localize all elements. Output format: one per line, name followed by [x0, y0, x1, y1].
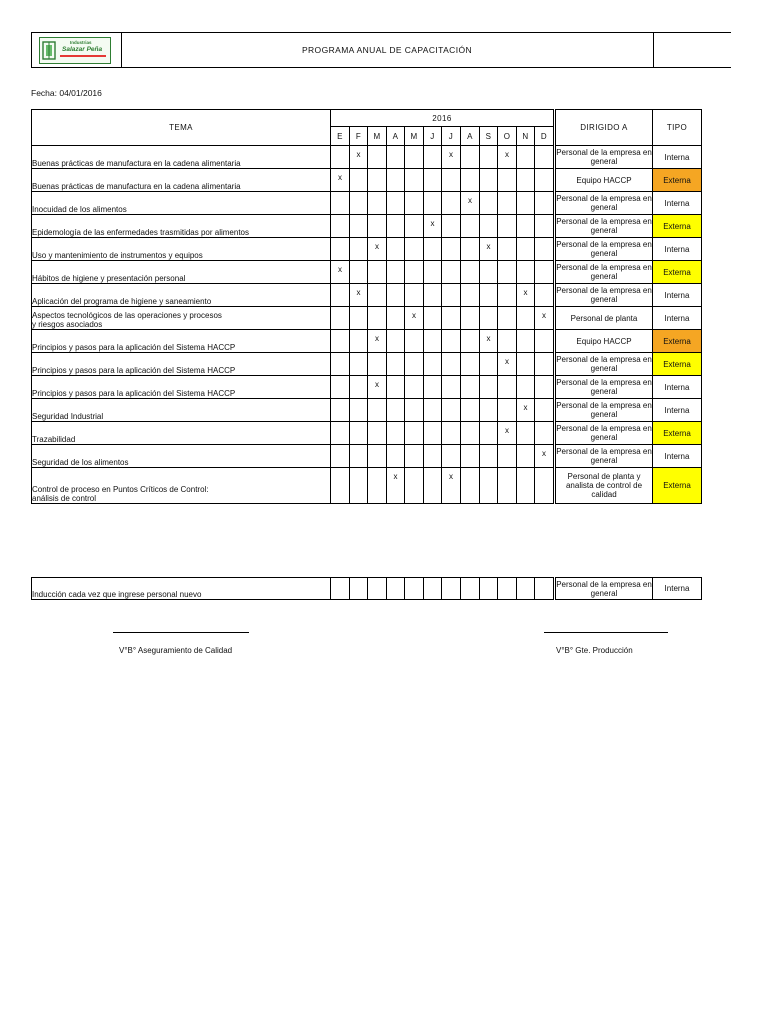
- page-title: PROGRAMA ANUAL DE CAPACITACIÓN: [121, 33, 654, 67]
- month-mark-cell: [535, 238, 554, 261]
- type-cell: Interna: [653, 399, 702, 422]
- month-mark-cell: [387, 399, 405, 422]
- month-mark-cell: [331, 445, 350, 468]
- month-mark-cell: [405, 353, 424, 376]
- month-mark-cell: x: [368, 330, 387, 353]
- month-mark-cell: [461, 146, 480, 169]
- month-header-10: O: [498, 127, 517, 146]
- month-mark-cell: [517, 330, 535, 353]
- month-mark-cell: [424, 578, 442, 600]
- month-mark-cell: [424, 445, 442, 468]
- month-mark-cell: [517, 192, 535, 215]
- column-header-dirigido: DIRIGIDO A: [556, 110, 653, 146]
- month-mark-cell: [461, 330, 480, 353]
- month-mark-cell: x: [535, 307, 554, 330]
- audience-cell: Personal de la empresa en general: [556, 353, 653, 376]
- topic-cell: Principios y pasos para la aplicación del Sistema HACCP: [32, 376, 331, 399]
- table-row: [32, 261, 702, 284]
- month-mark-cell: [480, 376, 498, 399]
- topic-cell: Principios y pasos para la aplicación del Sistema HACCP: [32, 330, 331, 353]
- month-mark-cell: [498, 376, 517, 399]
- month-mark-cell: [331, 422, 350, 445]
- month-mark-cell: [442, 261, 461, 284]
- month-mark-cell: [442, 399, 461, 422]
- table-row: [32, 353, 702, 376]
- month-mark-cell: [535, 215, 554, 238]
- logo-mark-icon: [42, 40, 56, 61]
- column-header-year: 2016: [331, 110, 554, 127]
- month-mark-cell: [461, 307, 480, 330]
- month-mark-cell: [461, 578, 480, 600]
- month-mark-cell: [461, 445, 480, 468]
- column-header-tema: TEMA: [32, 110, 331, 146]
- topic-cell: Buenas prácticas de manufactura en la cadena alimentaria: [32, 146, 331, 169]
- month-mark-cell: [461, 376, 480, 399]
- type-cell: Externa: [653, 422, 702, 445]
- month-mark-cell: x: [517, 284, 535, 307]
- month-mark-cell: [498, 445, 517, 468]
- signature-line-production: [544, 632, 668, 633]
- month-mark-cell: [498, 238, 517, 261]
- month-mark-cell: x: [535, 445, 554, 468]
- month-mark-cell: [424, 284, 442, 307]
- month-mark-cell: [405, 238, 424, 261]
- month-mark-cell: x: [350, 146, 368, 169]
- month-mark-cell: [368, 146, 387, 169]
- month-mark-cell: [498, 330, 517, 353]
- month-mark-cell: [368, 578, 387, 600]
- month-mark-cell: [387, 146, 405, 169]
- audience-cell: Personal de planta y analista de control de calidad: [556, 468, 653, 504]
- month-mark-cell: [387, 330, 405, 353]
- audience-cell: Personal de la empresa en general: [556, 284, 653, 307]
- month-mark-cell: [405, 468, 424, 504]
- month-mark-cell: x: [368, 238, 387, 261]
- month-mark-cell: [461, 399, 480, 422]
- induction-table: [31, 577, 702, 600]
- month-mark-cell: [424, 376, 442, 399]
- month-header-12: D: [535, 127, 554, 146]
- type-cell: Interna: [653, 284, 702, 307]
- topic-cell: Buenas prácticas de manufactura en la cadena alimentaria: [32, 169, 331, 192]
- month-mark-cell: [387, 445, 405, 468]
- month-mark-cell: [350, 376, 368, 399]
- month-mark-cell: x: [480, 330, 498, 353]
- month-mark-cell: [350, 399, 368, 422]
- month-mark-cell: [387, 261, 405, 284]
- month-mark-cell: [480, 445, 498, 468]
- month-header-4: A: [387, 127, 405, 146]
- type-cell: Interna: [653, 192, 702, 215]
- month-mark-cell: [387, 376, 405, 399]
- topic-cell: Seguridad de los alimentos: [32, 445, 331, 468]
- month-mark-cell: x: [424, 215, 442, 238]
- logo-underline: [60, 55, 106, 57]
- month-mark-cell: [480, 261, 498, 284]
- month-mark-cell: [498, 307, 517, 330]
- topic-cell: Principios y pasos para la aplicación del Sistema HACCP: [32, 353, 331, 376]
- type-cell: Interna: [653, 146, 702, 169]
- month-mark-cell: [461, 422, 480, 445]
- month-mark-cell: x: [387, 468, 405, 504]
- month-mark-cell: [498, 284, 517, 307]
- table-row: [32, 445, 702, 468]
- month-mark-cell: [498, 215, 517, 238]
- month-mark-cell: [535, 422, 554, 445]
- month-mark-cell: [331, 215, 350, 238]
- month-mark-cell: [535, 376, 554, 399]
- month-mark-cell: [368, 422, 387, 445]
- month-mark-cell: [405, 169, 424, 192]
- month-mark-cell: [442, 353, 461, 376]
- audience-cell: Equipo HACCP: [556, 169, 653, 192]
- month-mark-cell: [368, 307, 387, 330]
- topic-cell: Inducción cada vez que ingrese personal nuevo: [32, 578, 331, 600]
- month-mark-cell: [461, 261, 480, 284]
- month-mark-cell: [331, 146, 350, 169]
- type-cell: Interna: [653, 578, 702, 600]
- month-mark-cell: [424, 399, 442, 422]
- month-mark-cell: [331, 399, 350, 422]
- type-cell: Externa: [653, 261, 702, 284]
- table-row: [32, 376, 702, 399]
- topic-cell: Seguridad Industrial: [32, 399, 331, 422]
- month-mark-cell: [368, 261, 387, 284]
- month-mark-cell: [405, 215, 424, 238]
- month-mark-cell: [424, 307, 442, 330]
- month-mark-cell: [350, 238, 368, 261]
- type-cell: Interna: [653, 307, 702, 330]
- month-mark-cell: [387, 284, 405, 307]
- month-mark-cell: [517, 146, 535, 169]
- month-mark-cell: x: [442, 146, 461, 169]
- month-mark-cell: [405, 330, 424, 353]
- month-mark-cell: x: [331, 169, 350, 192]
- month-mark-cell: x: [405, 307, 424, 330]
- month-mark-cell: [368, 169, 387, 192]
- topic-cell: Hábitos de higiene y presentación personal: [32, 261, 331, 284]
- month-mark-cell: [517, 578, 535, 600]
- month-mark-cell: [498, 578, 517, 600]
- month-mark-cell: [387, 422, 405, 445]
- month-header-7: J: [442, 127, 461, 146]
- audience-cell: Equipo HACCP: [556, 330, 653, 353]
- month-mark-cell: [424, 192, 442, 215]
- signature-line-quality: [113, 632, 249, 633]
- month-mark-cell: [424, 169, 442, 192]
- table-row: [32, 215, 702, 238]
- month-mark-cell: x: [498, 422, 517, 445]
- month-mark-cell: [405, 284, 424, 307]
- month-mark-cell: [442, 445, 461, 468]
- month-mark-cell: [535, 468, 554, 504]
- type-cell: Externa: [653, 353, 702, 376]
- month-mark-cell: [405, 445, 424, 468]
- month-mark-cell: [350, 353, 368, 376]
- month-mark-cell: [368, 192, 387, 215]
- logo-top-text: Industrias: [70, 40, 92, 45]
- month-mark-cell: x: [498, 353, 517, 376]
- month-mark-cell: [331, 192, 350, 215]
- month-mark-cell: [498, 399, 517, 422]
- month-mark-cell: [368, 399, 387, 422]
- table-row: [32, 192, 702, 215]
- month-mark-cell: [517, 422, 535, 445]
- month-header-8: A: [461, 127, 480, 146]
- month-mark-cell: [535, 330, 554, 353]
- type-cell: Interna: [653, 238, 702, 261]
- document-date: Fecha: 04/01/2016: [31, 88, 102, 98]
- table-row: [32, 399, 702, 422]
- audience-cell: Personal de la empresa en general: [556, 376, 653, 399]
- month-mark-cell: x: [498, 146, 517, 169]
- month-mark-cell: [331, 578, 350, 600]
- month-mark-cell: [480, 422, 498, 445]
- table-row: [32, 468, 702, 504]
- month-mark-cell: [387, 169, 405, 192]
- audience-cell: Personal de la empresa en general: [556, 192, 653, 215]
- month-mark-cell: [480, 146, 498, 169]
- month-mark-cell: [535, 399, 554, 422]
- month-mark-cell: [442, 215, 461, 238]
- month-mark-cell: x: [480, 238, 498, 261]
- month-header-1: E: [331, 127, 350, 146]
- month-mark-cell: [350, 307, 368, 330]
- month-mark-cell: [368, 468, 387, 504]
- type-cell: Externa: [653, 468, 702, 504]
- month-mark-cell: [517, 169, 535, 192]
- audience-cell: Personal de la empresa en general: [556, 422, 653, 445]
- month-mark-cell: [424, 261, 442, 284]
- audience-cell: Personal de la empresa en general: [556, 261, 653, 284]
- topic-cell: Control de proceso en Puntos Críticos de Control: análisis de control: [32, 468, 331, 504]
- month-mark-cell: [350, 330, 368, 353]
- column-header-tipo: TIPO: [653, 110, 702, 146]
- type-cell: Externa: [653, 215, 702, 238]
- table-row: [32, 238, 702, 261]
- month-mark-cell: [331, 376, 350, 399]
- month-mark-cell: x: [442, 468, 461, 504]
- audience-cell: Personal de la empresa en general: [556, 238, 653, 261]
- table-row: [32, 146, 702, 169]
- topic-cell: Epidemología de las enfermedades trasmitidas por alimentos: [32, 215, 331, 238]
- month-mark-cell: [442, 376, 461, 399]
- month-mark-cell: [480, 169, 498, 192]
- month-mark-cell: [405, 261, 424, 284]
- table-row: [32, 284, 702, 307]
- month-mark-cell: [535, 169, 554, 192]
- month-mark-cell: [517, 307, 535, 330]
- month-mark-cell: [535, 261, 554, 284]
- month-mark-cell: [517, 215, 535, 238]
- month-mark-cell: [498, 468, 517, 504]
- month-mark-cell: [368, 445, 387, 468]
- topic-cell: Aspectos tecnológicos de las operaciones y procesos y riesgos asociados: [32, 307, 331, 330]
- month-mark-cell: [350, 169, 368, 192]
- month-mark-cell: [387, 353, 405, 376]
- logo-cell: [32, 33, 122, 67]
- month-mark-cell: x: [350, 284, 368, 307]
- month-mark-cell: [424, 422, 442, 445]
- month-mark-cell: [405, 422, 424, 445]
- month-mark-cell: [331, 307, 350, 330]
- month-mark-cell: [498, 261, 517, 284]
- month-mark-cell: [368, 215, 387, 238]
- audience-cell: Personal de planta: [556, 307, 653, 330]
- topic-cell: Uso y mantenimiento de instrumentos y equipos: [32, 238, 331, 261]
- month-mark-cell: [350, 468, 368, 504]
- month-mark-cell: [461, 353, 480, 376]
- month-header-5: M: [405, 127, 424, 146]
- month-mark-cell: [535, 578, 554, 600]
- month-mark-cell: [480, 353, 498, 376]
- month-mark-cell: [424, 353, 442, 376]
- month-mark-cell: [442, 330, 461, 353]
- month-mark-cell: x: [331, 261, 350, 284]
- logo-name-text: Salazar Peña: [62, 46, 103, 53]
- document-header: [31, 32, 731, 68]
- month-mark-cell: x: [517, 399, 535, 422]
- month-mark-cell: [350, 422, 368, 445]
- table-row: [32, 330, 702, 353]
- month-mark-cell: [535, 192, 554, 215]
- month-mark-cell: [480, 215, 498, 238]
- type-cell: Externa: [653, 330, 702, 353]
- month-mark-cell: [461, 238, 480, 261]
- month-mark-cell: [442, 238, 461, 261]
- month-header-3: M: [368, 127, 387, 146]
- month-mark-cell: [387, 307, 405, 330]
- month-mark-cell: [424, 468, 442, 504]
- audience-cell: Personal de la empresa en general: [556, 215, 653, 238]
- month-header-6: J: [424, 127, 442, 146]
- month-mark-cell: [350, 192, 368, 215]
- type-cell: Interna: [653, 445, 702, 468]
- month-mark-cell: [535, 284, 554, 307]
- signature-label-production: V°B° Gte. Producción: [556, 646, 633, 655]
- month-mark-cell: [387, 192, 405, 215]
- month-mark-cell: [442, 284, 461, 307]
- month-mark-cell: [350, 261, 368, 284]
- month-mark-cell: [480, 468, 498, 504]
- month-mark-cell: [517, 353, 535, 376]
- month-mark-cell: [331, 238, 350, 261]
- month-mark-cell: [498, 192, 517, 215]
- month-mark-cell: [387, 578, 405, 600]
- topic-cell: Aplicación del programa de higiene y saneamiento: [32, 284, 331, 307]
- month-mark-cell: [350, 578, 368, 600]
- month-mark-cell: [424, 330, 442, 353]
- month-mark-cell: [480, 192, 498, 215]
- type-cell: Externa: [653, 169, 702, 192]
- training-schedule-table: [31, 109, 702, 504]
- month-header-11: N: [517, 127, 535, 146]
- company-logo: [39, 37, 111, 64]
- month-mark-cell: [517, 261, 535, 284]
- audience-cell: Personal de la empresa en general: [556, 445, 653, 468]
- table-row: [32, 422, 702, 445]
- month-mark-cell: [331, 468, 350, 504]
- month-mark-cell: [368, 353, 387, 376]
- month-mark-cell: [461, 215, 480, 238]
- table-row: [32, 578, 702, 600]
- month-mark-cell: [480, 307, 498, 330]
- type-cell: Interna: [653, 376, 702, 399]
- month-mark-cell: [498, 169, 517, 192]
- month-header-2: F: [350, 127, 368, 146]
- month-mark-cell: [405, 578, 424, 600]
- month-mark-cell: [480, 399, 498, 422]
- month-header-9: S: [480, 127, 498, 146]
- month-mark-cell: [405, 376, 424, 399]
- audience-cell: Personal de la empresa en general: [556, 146, 653, 169]
- audience-cell: Personal de la empresa en general: [556, 579, 652, 598]
- month-mark-cell: [350, 215, 368, 238]
- month-mark-cell: [368, 284, 387, 307]
- month-mark-cell: x: [461, 192, 480, 215]
- month-mark-cell: [350, 445, 368, 468]
- month-mark-cell: [424, 238, 442, 261]
- month-mark-cell: [424, 146, 442, 169]
- month-mark-cell: [461, 284, 480, 307]
- month-mark-cell: [461, 468, 480, 504]
- month-mark-cell: [331, 284, 350, 307]
- table-row: [32, 307, 702, 330]
- month-mark-cell: [442, 192, 461, 215]
- month-mark-cell: [331, 353, 350, 376]
- month-mark-cell: [442, 578, 461, 600]
- audience-cell: Personal de la empresa en general: [556, 399, 653, 422]
- month-mark-cell: [442, 307, 461, 330]
- topic-cell: Trazabilidad: [32, 422, 331, 445]
- month-mark-cell: [405, 399, 424, 422]
- month-mark-cell: [405, 192, 424, 215]
- topic-cell: Inocuidad de los alimentos: [32, 192, 331, 215]
- signature-label-quality: V°B° Aseguramiento de Calidad: [119, 646, 233, 655]
- month-mark-cell: [517, 376, 535, 399]
- month-mark-cell: [442, 422, 461, 445]
- month-mark-cell: [517, 238, 535, 261]
- month-mark-cell: [517, 445, 535, 468]
- month-mark-cell: x: [368, 376, 387, 399]
- month-mark-cell: [387, 215, 405, 238]
- month-mark-cell: [442, 169, 461, 192]
- table-row: [32, 169, 702, 192]
- month-mark-cell: [461, 169, 480, 192]
- month-mark-cell: [480, 578, 498, 600]
- month-mark-cell: [535, 353, 554, 376]
- month-mark-cell: [405, 146, 424, 169]
- month-mark-cell: [331, 330, 350, 353]
- month-mark-cell: [535, 146, 554, 169]
- month-mark-cell: [480, 284, 498, 307]
- month-mark-cell: [387, 238, 405, 261]
- month-mark-cell: [517, 468, 535, 504]
